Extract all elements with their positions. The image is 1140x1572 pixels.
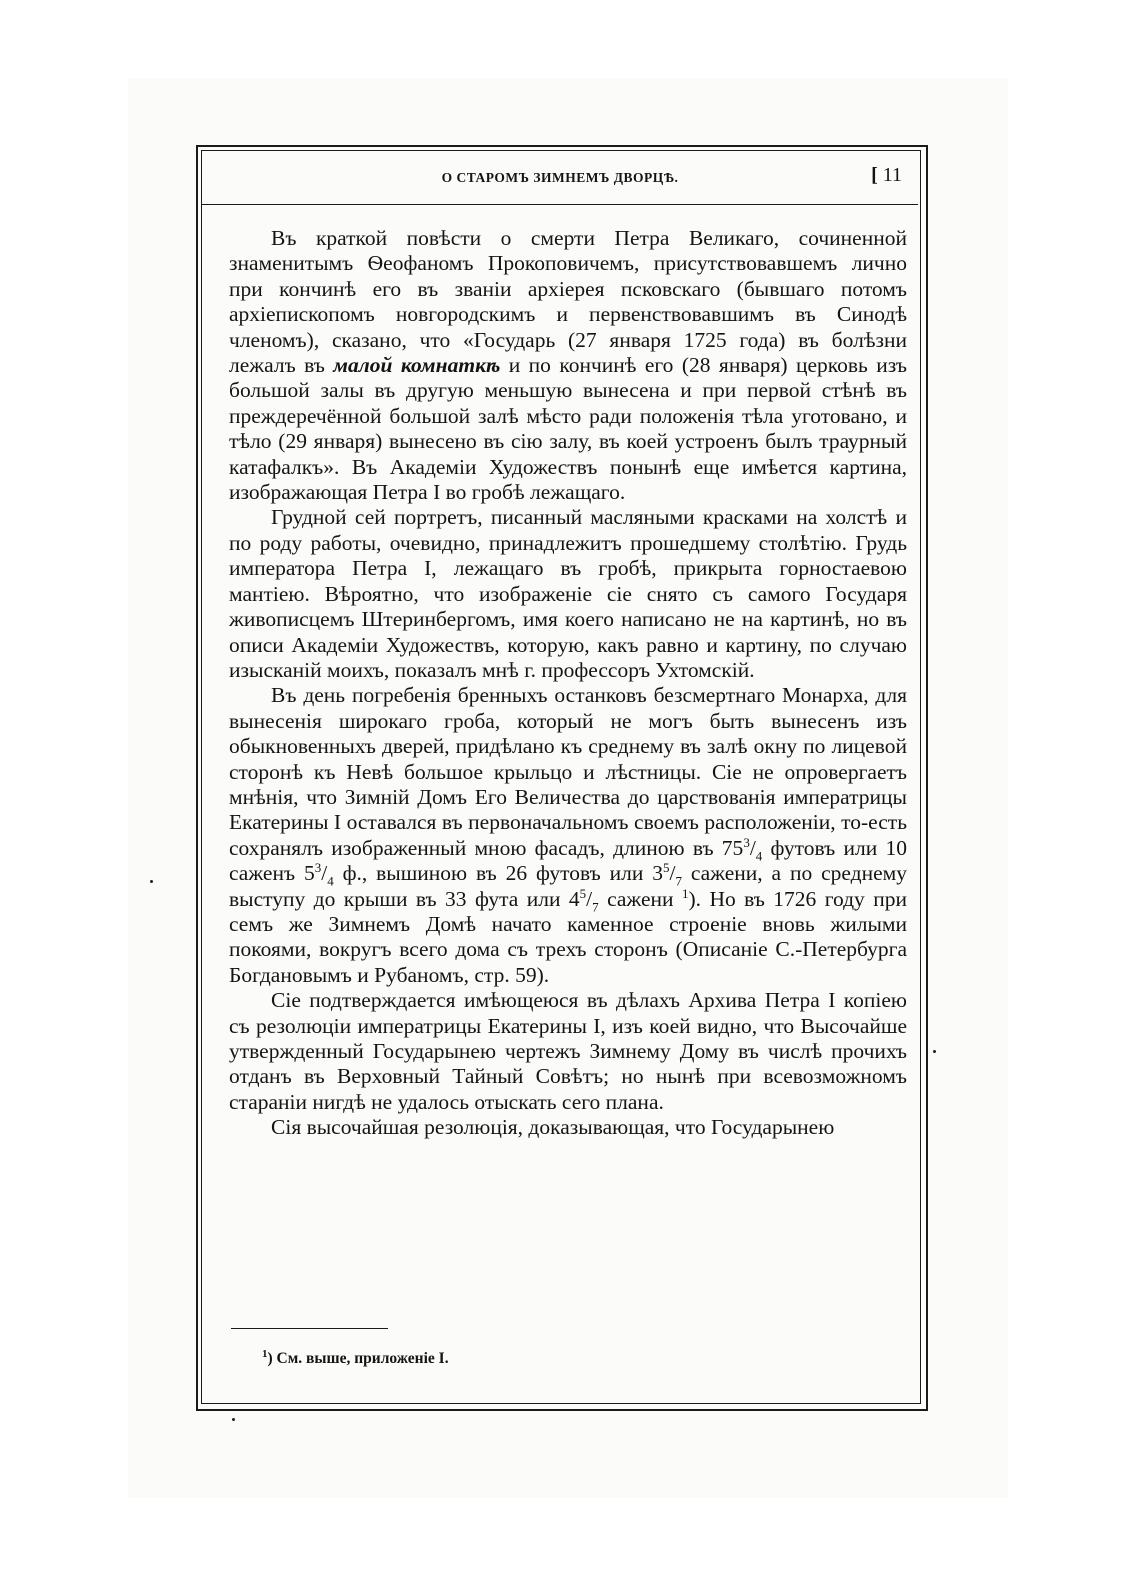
paragraph-3-part-f: ). Но въ 1726 году при семъ же Зимнемъ Домѣ начато каменное строеніе вновь жилыми покоями, вокругъ всего дома съ трехъ сторонъ (Описаніе С.-Петербурга Богдановымъ и Рубаномъ, стр. 59).	[229, 886, 907, 987]
paragraph-3-part-a: Въ день погребенія бренныхъ останковъ безсмертнаго Монарха, для вынесенія широкаго гроба, который не могъ быть вынесенъ изъ обыкновенныхъ дверей, придѣлано къ среднему въ залѣ окну по лицевой сторонѣ къ Невѣ большое крыльцо и лѣстницы. Сіе не опровергаетъ мнѣнія, что Зимній Домъ Его Величества до царствованія императрицы Екатерины I оставался въ первоначальномъ своемъ расположеніи, то-есть сохранялъ изображенный мною фасадъ, длиною въ 75	[229, 683, 907, 860]
paragraph-3-part-c: ф., вышиною въ 26 футовъ или 3	[333, 861, 663, 886]
fraction-numerator: 5	[662, 860, 670, 875]
fraction-denominator: 7	[675, 873, 682, 889]
fraction-numerator: 5	[579, 885, 587, 901]
paragraph-3: Въ день погребенія бренныхъ останковъ безсмертнаго Монарха, для вынесенія широкаго гроба, который не могъ быть вынесенъ изъ обыкновенныхъ дверей, придѣлано къ среднему въ залѣ окну по лицевой сторонѣ къ Невѣ большое крыльцо и лѣстницы. Сіе не опровергаетъ мнѣнія, что Зимній Домъ Его Величества до царствованія императрицы Екатерины I оставался въ первоначальномъ своемъ расположеніи, то-есть сохранялъ изображенный мною фасадъ, длиною въ $75^3/_4$ футовъ или 10 саженъ $5^3/_4$ ф., вышиною въ 26 футовъ или $3^5/_7$ сажени, а по среднему выступу до крыши въ 33 фута или $4^5/_7$ сажени $^1$). Но въ 1726 году при семъ же Зимнемъ Домѣ начато каменное строеніе вновь жилыми покоями, вокругъ всего дома съ трехъ сторонъ (Описаніе С.-Петербурга Богдановымъ и Рубаномъ, стр. 59).	[229, 683, 908, 987]
footnote-reference: 1	[681, 885, 689, 901]
page-header	[202, 158, 918, 205]
footnote	[262, 1348, 449, 1368]
main-text	[229, 226, 907, 1141]
fraction-denominator: 7	[592, 898, 599, 914]
paragraph-4: Сіе подтверждается имѣющеюся въ дѣлахъ Архива Петра I копіею съ резолюціи императрицы Екатерины I, изъ коей видно, что Высочайше утвержденный Государынею чертежъ Зимнему Дому въ числѣ прочихъ отданъ въ Верховный Тайный Совѣтъ; но нынѣ при всевозможномъ стараніи нигдѣ не удалось отыскать сего плана.	[229, 988, 907, 1114]
footnote-text: ) См. выше, приложеніе I.	[267, 1350, 449, 1368]
page-number-bracket: [	[871, 164, 878, 186]
fraction-numerator: 3	[314, 860, 322, 875]
paragraph-5: Сія высочайшая резолюція, доказывающая, что Государынею	[271, 1115, 835, 1140]
scan-speck	[232, 1418, 235, 1421]
paragraph-3-part-e: сажени	[598, 886, 682, 911]
paragraph-1-part-b: и по кончинѣ его (28 января) церковь изъ большой залы въ другую меньшую вынесена и при первой стѣнѣ въ преждеречённой большой залѣ мѣсто ради положенія тѣла уготовано, и тѣло (29 января) вынесено въ сію залу, въ коей устроенъ былъ траурный катафалкъ». Въ Академіи Художествъ понынѣ еще имѣется картина, изображающая Петра I во гробѣ лежащаго.	[229, 353, 907, 505]
paragraph-2: Грудной сей портретъ, писанный масляными красками на холстѣ и по роду работы, очевидно, принадлежитъ прошедшему столѣтію. Грудь императора Петра I, лежащаго въ гробѣ, прикрыта горностаевою мантіею. Вѣроятно, что изображеніе сіе снято съ самого Государя живописцемъ Штеринбергомъ, имя коего написано не на картинѣ, но въ описи Академіи Художествъ, которую, какъ равно и картину, по случаю изысканій моихъ, показалъ мнѣ г. профессоръ Ухтомскій.	[229, 505, 907, 682]
page-number	[871, 164, 902, 187]
fraction-denominator: 4	[755, 848, 763, 864]
paragraph-1	[229, 226, 907, 505]
fraction-numerator: 3	[743, 834, 750, 850]
paragraph-1-part-a: Въ краткой повѣсти о смерти Петра Великаго, сочиненной знаменитымъ Ѳеофаномъ Прокоповичемъ, присутствовавшемъ лично при кончинѣ его въ званіи архіерея псковскаго (бывшаго потомъ архіепископомъ новгородскимъ и первенствовавшимъ въ Синодѣ членомъ), сказано, что «Государь (27 января 1725 года) въ болѣзни лежалъ въ	[229, 226, 907, 378]
page-number-value: 11	[882, 164, 902, 186]
paragraph-3-part-b: футовъ или 10 саженъ 5	[229, 835, 907, 886]
scan-speck	[150, 880, 153, 883]
fraction-denominator: 4	[327, 873, 334, 889]
paragraph-3-part-d: сажени, а по среднему выступу до крыши въ 33 фута или 4	[229, 861, 908, 911]
footnote-marker: 1	[262, 1348, 268, 1360]
paragraph-1-italic: малой комнаткѣ	[333, 353, 501, 378]
footnote-divider	[231, 1328, 388, 1329]
running-title: О СТАРОМЪ ЗИМНЕМЪ ДВОРЦѢ.	[441, 170, 679, 185]
scan-speck	[933, 1050, 936, 1053]
